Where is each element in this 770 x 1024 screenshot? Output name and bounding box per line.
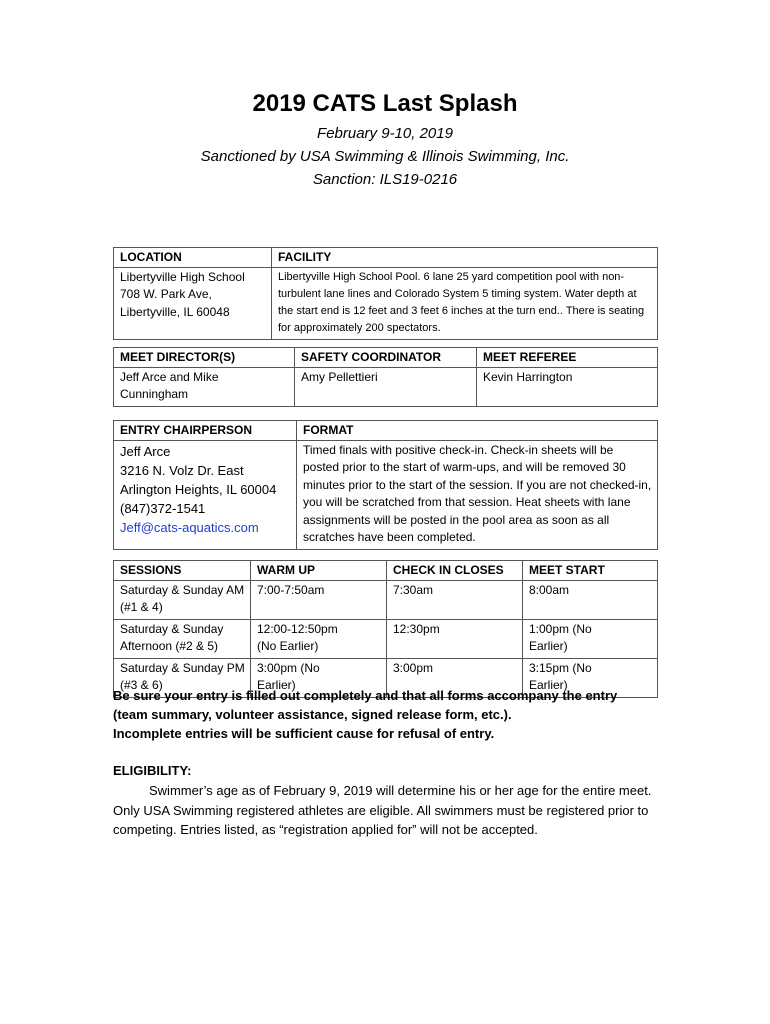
session-warm-up: 3:00pm (No Earlier) <box>251 658 387 697</box>
session-row <box>114 580 658 619</box>
location-facility-table <box>113 247 658 340</box>
session-warm-up: 7:00-7:50am <box>251 580 387 619</box>
session-meet-start: 3:15pm (No Earlier) <box>523 658 658 697</box>
sessions-table <box>113 560 658 698</box>
chair-line: Arlington Heights, IL 60004 <box>120 481 277 497</box>
location-line: Libertyville, IL 60048 <box>120 304 230 319</box>
warm-up-header: WARM UP <box>251 561 387 581</box>
entry-format-table <box>113 420 658 550</box>
chair-line: (847)372-1541 <box>120 500 206 516</box>
format-header: FORMAT <box>297 421 658 441</box>
eligibility-text: Swimmer’s age as of February 9, 2019 will determine his or her age for the entire meet. Only USA Swimming registered athletes are eligible. All swimmers must be registered prior to competing. Entries listed, as “registration applied for” will not be accepted. <box>113 783 652 837</box>
facility-header: FACILITY <box>272 248 658 268</box>
entry-chairperson-contact <box>114 440 297 549</box>
safety-coordinator-value: Amy Pellettieri <box>295 367 477 406</box>
meet-title: 2019 CATS Last Splash <box>252 90 518 117</box>
session-check-in: 12:30pm <box>387 619 523 658</box>
sanctioned-by: Sanctioned by USA Swimming & Illinois Swimming, Inc. <box>200 148 570 165</box>
notice-line: (team summary, volunteer assistance, signed release form, etc.). <box>113 707 512 722</box>
location-address <box>114 267 272 339</box>
location-line: 708 W. Park Ave, <box>120 287 212 301</box>
meet-director-value: Jeff Arce and Mike Cunningham <box>114 367 295 406</box>
session-name: Saturday & Sunday AM (#1 & 4) <box>114 580 251 619</box>
chair-line: 3216 N. Volz Dr. East <box>120 462 244 478</box>
meet-referee-value: Kevin Harrington <box>477 367 658 406</box>
eligibility-heading: ELIGIBILITY: <box>113 763 192 778</box>
meet-start-header: MEET START <box>523 561 658 581</box>
meet-referee-header: MEET REFEREE <box>477 348 658 368</box>
sessions-header: SESSIONS <box>114 561 251 581</box>
meet-dates: February 9-10, 2019 <box>317 125 453 142</box>
notice-line: Be sure your entry is filled out completely and that all forms accompany the entry <box>113 688 618 703</box>
check-in-header: CHECK IN CLOSES <box>387 561 523 581</box>
session-row <box>114 619 658 658</box>
session-meet-start: 1:00pm (No Earlier) <box>523 619 658 658</box>
location-header: LOCATION <box>114 248 272 268</box>
entry-chairperson-header: ENTRY CHAIRPERSON <box>114 421 297 441</box>
facility-description: Libertyville High School Pool. 6 lane 25 yard competition pool with non-turbulent lane lines and Colorado System 5 timing system. Water depth at the start end is 12 feet and 3 feet 6 inches at the turn end.. There is seating for approximately 200 spectators. <box>272 267 658 339</box>
sanction-number: Sanction: ILS19-0216 <box>312 171 458 188</box>
entry-notice <box>113 686 673 743</box>
session-check-in: 3:00pm <box>387 658 523 697</box>
session-meet-start: 8:00am <box>523 580 658 619</box>
format-description: Timed finals with positive check-in. Check-in sheets will be posted prior to the start of warm-ups, and will be removed 30 minutes prior to the start of the session. If you are not checked-in, you will be scratched from that session. Heat sheets with lane assignments will be posted in the pool area as soon as all scratches have been completed. <box>297 440 658 549</box>
notice-line: Incomplete entries will be sufficient cause for refusal of entry. <box>113 726 495 741</box>
meet-director-header: MEET DIRECTOR(S) <box>114 348 295 368</box>
officials-table <box>113 347 658 407</box>
session-warm-up: 12:00-12:50pm (No Earlier) <box>251 619 387 658</box>
session-name: Saturday & Sunday Afternoon (#2 & 5) <box>114 619 251 658</box>
session-check-in: 7:30am <box>387 580 523 619</box>
chair-line: Jeff Arce <box>120 443 171 459</box>
session-name: Saturday & Sunday PM (#3 & 6) <box>114 658 251 697</box>
location-line: Libertyville High School <box>120 269 245 284</box>
safety-coordinator-header: SAFETY COORDINATOR <box>295 348 477 368</box>
chair-email-link[interactable]: Jeff@cats-aquatics.com <box>120 519 259 535</box>
